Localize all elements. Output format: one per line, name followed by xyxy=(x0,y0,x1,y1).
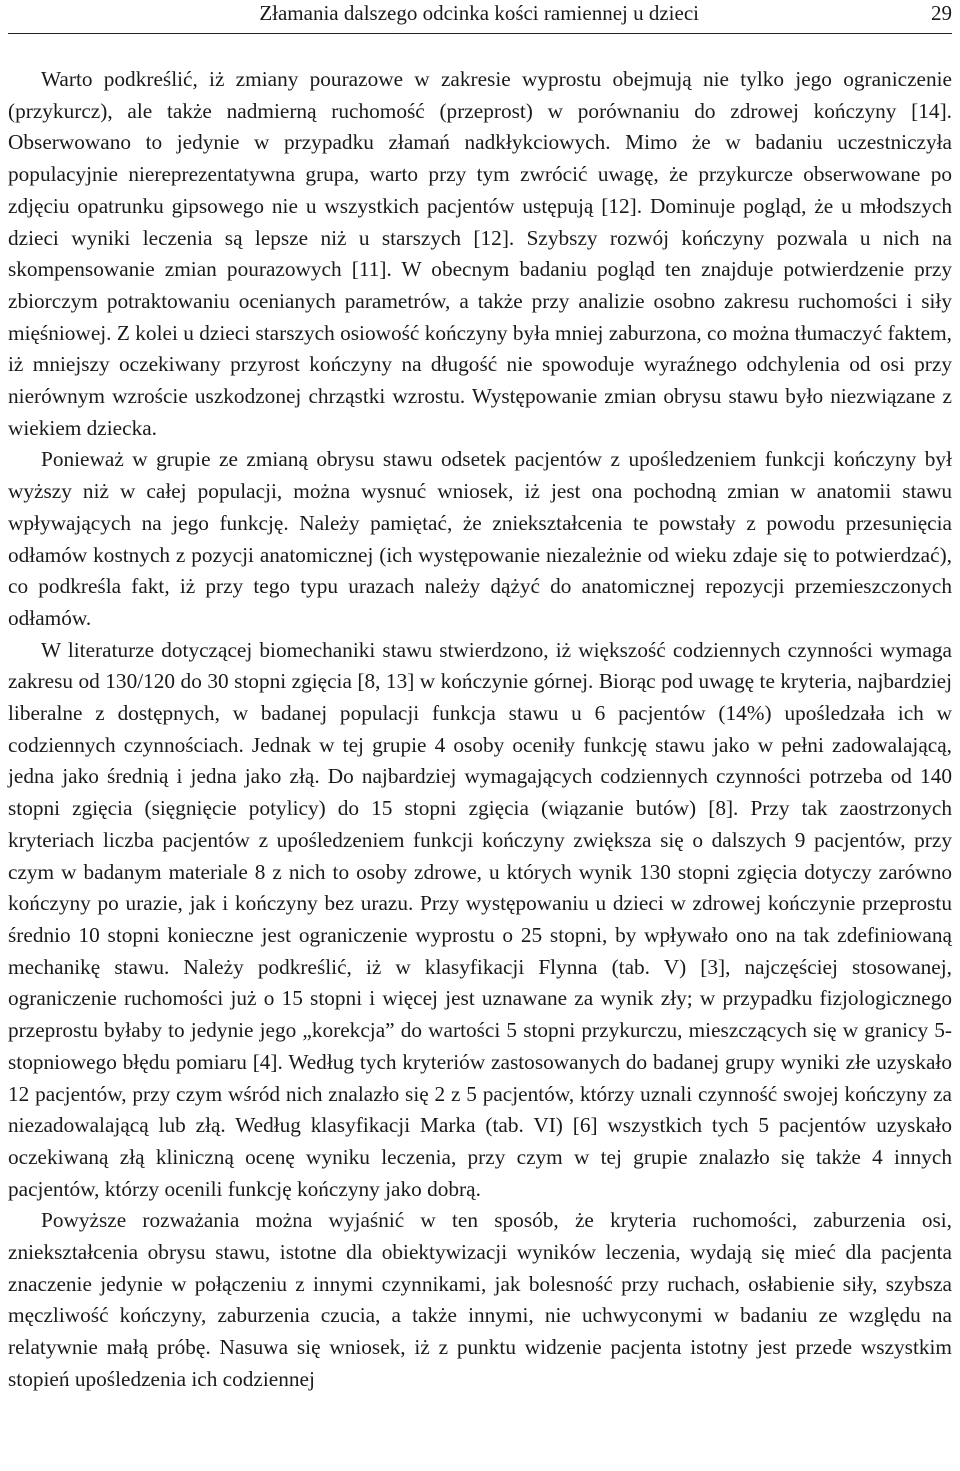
page-number: 29 xyxy=(931,0,952,25)
paragraph: Powyższe rozważania można wyjaśnić w ten sposób, że kryteria ruchomości, zaburzenia osi, zniekształcenia obrysu stawu, istotne dla obiektywizacji wyników leczenia, wydają się mieć dla pacjenta znaczenie jedynie w połączeniu z innymi czynnikami, jak bolesność przy ruchach, osłabienie siły, szybsza męczliwość kończyny, zaburzenia czucia, a także innymi, nie uchwyconymi w badaniu ze względu na relatywnie małą próbę. Nasuwa się wniosek, iż z punktu widzenie pacjenta istotny jest przede wszystkim stopień upośledzenia ich codziennej xyxy=(8,1208,952,1391)
paragraph: Ponieważ w grupie ze zmianą obrysu stawu odsetek pacjentów z upośledzeniem funkcji kończyny był wyższy niż w całej populacji, można wysnuć wniosek, iż jest ona pochodną zmian w anatomii stawu wpływających na jego funkcję. Należy pamiętać, że zniekształcenia te powstały z powodu przesunięcia odłamów kostnych z pozycji anatomicznej (ich występowanie niezależnie od wieku zdaje się to potwierdzać), co podkreśla fakt, iż przy tego typu urazach należy dążyć do anatomicznej repozycji przemieszczonych odłamów. xyxy=(8,447,952,630)
running-header xyxy=(8,0,952,26)
paragraph: W literaturze dotyczącej biomechaniki stawu stwierdzono, iż większość codziennych czynności wymaga zakresu od 130/120 do 30 stopni zgięcia [8, 13] w kończynie górnej. Biorąc pod uwagę te kryteria, najbardziej liberalne z dostępnych, w badanej populacji funkcja stawu u 6 pacjentów (14%) upośledzała ich w codziennych czynnościach. Jednak w tej grupie 4 osoby oceniły funkcję stawu jako w pełni zadowalającą, jedna jako średnią i jedna jako złą. Do najbardziej wymagających codziennych czynności potrzeba od 140 stopni zgięcia (sięgnięcie potylicy) do 15 stopni zgięcia (wiązanie butów) [8]. Przy tak zaostrzonych kryteriach liczba pacjentów z upośledzeniem funkcji kończyny zwiększa się o dalszych 9 pacjentów, przy czym w badanym materiale 8 z nich to osoby zdrowe, u których wynik 130 stopni zgięcia dotyczy zarówno kończyny po urazie, jak i kończyny bez urazu. Przy występowaniu u dzieci w zdrowej kończynie przeprostu średnio 10 stopni konieczne jest ograniczenie wyprostu o 25 stopni, by wpływało ono na tak zdefiniowaną mechanikę stawu. Należy podkreślić, iż w klasyfikacji Flynna (tab. V) [3], najczęściej stosowanej, ograniczenie ruchomości już o 15 stopni i więcej jest uznawane za wynik zły; w przypadku fizjologicznego przeprostu byłaby to jedynie jego „korekcja” do wartości 5 stopni przykurczu, mieszczących się w granicy 5-stopniowego błędu pomiaru [4]. Według tych kryteriów zastosowanych do badanej grupy wyniki złe uzyskało 12 pacjentów, przy czym wśród nich znalazło się 2 z 5 pacjentów, którzy uznali czynność swojej kończyny za niezadowalającą lub złą. Według klasyfikacji Marka (tab. VI) [6] wszystkich tych 5 pacjentów uzyskało oczekiwaną złą kliniczną ocenę wyniku leczenia, przy czym w tej grupie znalazło się także 4 innych pacjentów, którzy ocenili funkcję kończyny jako dobrą. xyxy=(8,637,952,1201)
body-text xyxy=(8,64,952,1396)
header-divider xyxy=(8,33,952,34)
paragraph: Warto podkreślić, iż zmiany pourazowe w zakresie wyprostu obejmują nie tylko jego ograniczenie (przykurcz), ale także nadmierną ruchomość (przeprost) w porównaniu do zdrowej kończyny [14]. Obserwowano to jedynie w przypadku złamań nadkłykciowych. Mimo że w badaniu uczestniczyła populacyjnie niereprezentatywna grupa, warto przy tym zwrócić uwagę, że przykurcze obserwowane po zdjęciu opatrunku gipsowego nie u wszystkich pacjentów ustępują [12]. Dominuje pogląd, że u młodszych dzieci wyniki leczenia są lepsze niż u starszych [12]. Szybszy rozwój kończyny pozwala u nich na skompensowanie zmian pourazowych [11]. W obecnym badaniu pogląd ten znajduje potwierdzenie przy zbiorczym potraktowaniu ocenianych parametrów, a także przy analizie osobno zakresu ruchomości i siły mięśniowej. Z kolei u dzieci starszych osiowość kończyny była mniej zaburzona, co można tłumaczyć faktem, iż mniejszy oczekiwany przyrost kończyny na długość nie spowoduje wyraźnego odchylenia od osi przy nierównym wzroście uszkodzonej chrząstki wzrostu. Występowanie zmian obrysu stawu było niezwiązane z wiekiem dziecka. xyxy=(8,67,952,440)
running-title: Złamania dalszego odcinka kości ramiennej u dzieci xyxy=(259,0,699,25)
